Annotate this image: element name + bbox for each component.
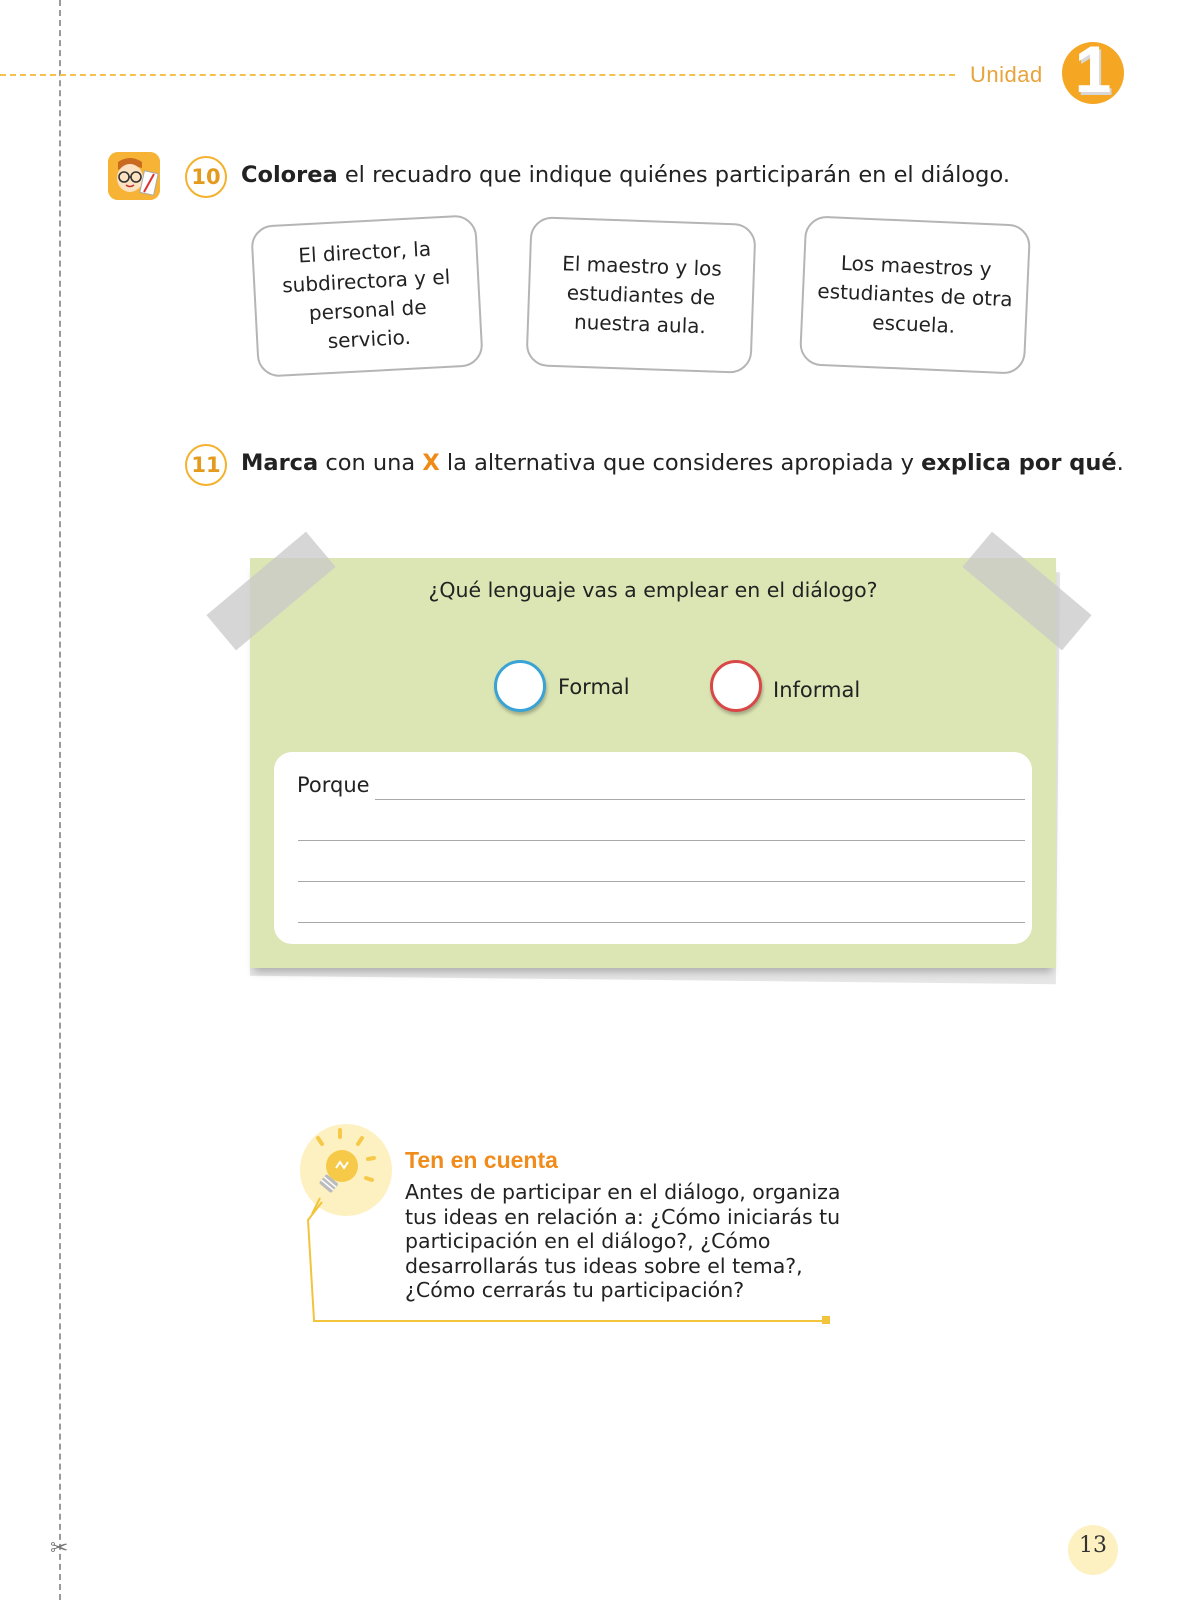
activity-10-number: 10 (185, 156, 227, 198)
card-question: ¿Qué lenguaje vas a emplear en el diálogo? (428, 578, 878, 602)
answer-box[interactable] (274, 752, 1032, 944)
option-box-otra-escuela[interactable] (799, 215, 1031, 375)
cut-line (59, 0, 61, 1600)
option-box-director[interactable] (250, 214, 484, 378)
formal-label: Formal (558, 675, 630, 699)
page-number: 13 (1079, 1533, 1107, 1558)
informal-radio[interactable] (710, 660, 762, 712)
formal-radio[interactable] (494, 660, 546, 712)
option-text: El director, la subdirectora y el personal de servicio. (281, 236, 451, 354)
answer-line[interactable] (298, 922, 1025, 923)
answer-line[interactable] (298, 881, 1025, 882)
activity-10-instruction: Colorea el recuadro que indique quiénes participarán en el diálogo. (241, 162, 1010, 188)
activity-11-instruction: Marca con una X la alternativa que consideres apropiada y explica por qué. (241, 450, 1124, 476)
unit-number: 1 (1074, 32, 1112, 106)
tip-title: Ten en cuenta (405, 1147, 558, 1173)
option-text: Los maestros y estudiantes de otra escuela. (816, 250, 1014, 338)
student-avatar-icon (108, 152, 160, 200)
tip-underline (313, 1320, 823, 1322)
activity-11-number: 11 (185, 444, 227, 486)
unit-label: Unidad (970, 62, 1043, 87)
tip-text: Antes de participar en el diálogo, organiza tus ideas en relación a: ¿Cómo iniciarás tu participación en el diálogo?, ¿Cómo desarrollarás tus ideas sobre el tema?, ¿Cómo cerrarás tu participación? (405, 1180, 841, 1303)
tip-connector (300, 1200, 330, 1324)
informal-label: Informal (773, 678, 861, 702)
header-dashed-line (0, 74, 955, 76)
option-box-maestro[interactable] (525, 216, 756, 374)
option-text: El maestro y los estudiantes de nuestra aula. (561, 250, 723, 338)
answer-line[interactable] (375, 799, 1025, 800)
scissors-icon: ✂ (50, 1536, 69, 1561)
tip-end-marker (822, 1316, 830, 1324)
porque-label: Porque (297, 773, 370, 797)
answer-line[interactable] (298, 840, 1025, 841)
